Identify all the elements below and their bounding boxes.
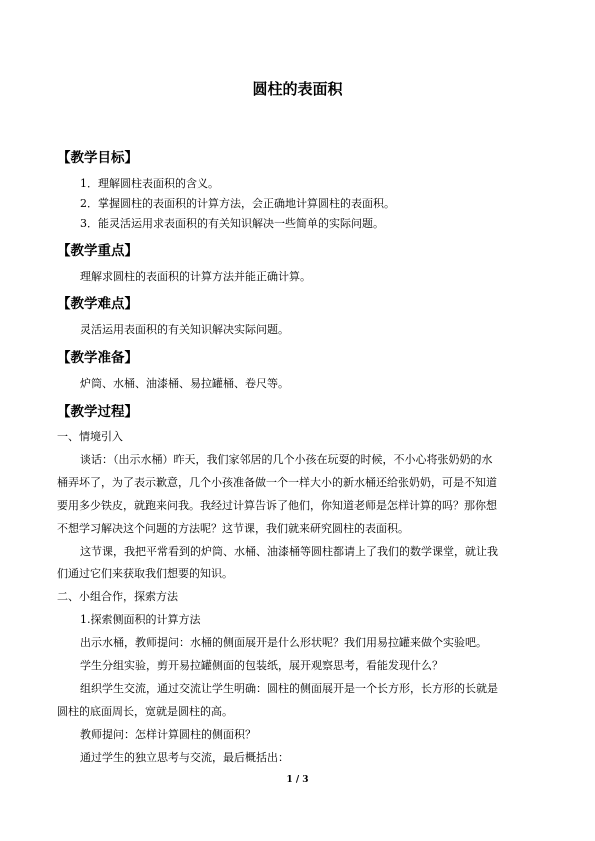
process-line: 圆柱的底面周长，宽就是圆柱的高。 (57, 705, 233, 718)
page-number: 1 / 3 (286, 775, 309, 785)
section-heading-goals: 【教学目标】 (57, 150, 138, 166)
goal-item: 1．理解圆柱表面积的含义。 (80, 177, 219, 190)
prep-text: 炉筒、水桶、油漆桶、易拉罐桶、卷尺等。 (80, 377, 289, 390)
process-line: 学生分组实验，剪开易拉罐侧面的包装纸，展开观察思考，看能发现什么？ (80, 659, 443, 672)
process-line: 不想学习解决这个问题的方法呢？这节课，我们就来研究圆柱的表面积。 (57, 522, 409, 535)
process-line: 这节课，我把平常看到的炉筒、水桶、油漆桶等圆柱都请上了我们的数学课堂，就让我 (80, 545, 498, 558)
section-heading-prep: 【教学准备】 (57, 350, 138, 366)
difficulty-text: 灵活运用表面积的有关知识解决实际问题。 (80, 323, 289, 336)
section-heading-difficulty: 【教学难点】 (57, 296, 138, 312)
process-line: 谈话：（出示水桶）昨天，我们家邻居的几个小孩在玩耍的时候，不小心将张奶奶的水 (80, 453, 493, 466)
process-line: 要用多少铁皮，就跑来问我。我经过计算告诉了他们，你知道老师是怎样计算的吗？那你想 (57, 499, 497, 512)
goal-item: 2．掌握圆柱的表面积的计算方法，会正确地计算圆柱的表面积。 (80, 197, 395, 210)
key-text: 理解求圆柱的表面积的计算方法并能正确计算。 (80, 270, 311, 283)
section-heading-process: 【教学过程】 (57, 404, 138, 420)
process-line: 出示水桶，教师提问：水桶的侧面展开是什么形状呢？我们用易拉罐来做个实验吧。 (80, 636, 487, 649)
section-heading-key: 【教学重点】 (57, 243, 138, 259)
process-line: 通过学生的独立思考与交流，最后概括出： (80, 751, 289, 764)
process-line: 组织学生交流，通过交流让学生明确：圆柱的侧面展开是一个长方形，长方形的长就是 (80, 682, 498, 695)
process-line: 教师提问：怎样计算圆柱的侧面积？ (80, 728, 256, 741)
process-line: 桶弄坏了，为了表示歉意，几个小孩准备做一个一样大小的新水桶还给张奶奶，可是不知道 (57, 476, 497, 489)
document-title: 圆柱的表面积 (252, 80, 343, 98)
process-line: 们通过它们来获取我们想要的知识。 (57, 567, 233, 580)
process-line: 1.探索侧面积的计算方法 (80, 613, 201, 626)
goal-item: 3．能灵活运用求表面积的有关知识解决一些简单的实际问题。 (80, 217, 384, 230)
process-line: 一、情境引入 (57, 430, 123, 443)
process-line: 二、小组合作，探索方法 (57, 590, 178, 603)
